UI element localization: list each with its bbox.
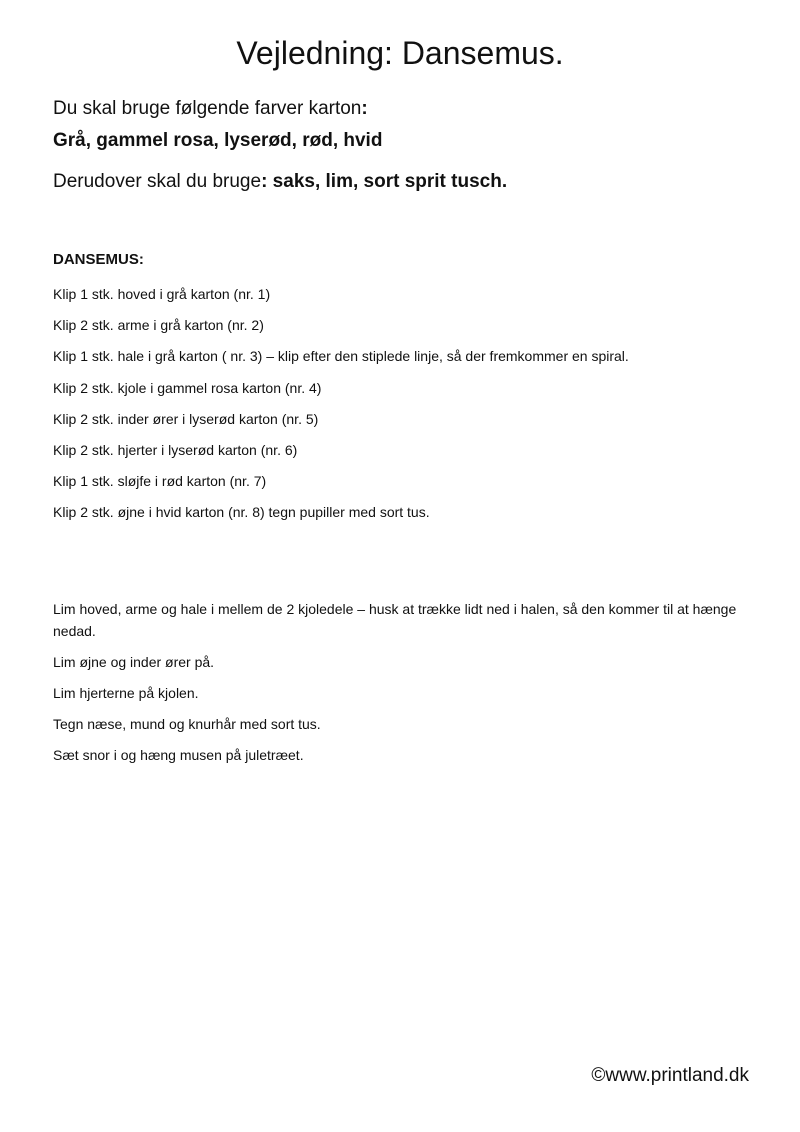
assembly-steps-list [53, 598, 743, 775]
materials-tools-list: : saks, lim, sort sprit tusch. [261, 171, 508, 192]
assembly-step: Lim øjne og inder ører på. [53, 654, 215, 670]
materials-colors-label: Du skal bruge følgende farver karton [53, 98, 362, 119]
copyright-footer: ©www.printland.dk [591, 1065, 749, 1086]
cutting-step: Klip 1 stk. hale i grå karton ( nr. 3) – klip efter den stiplede linje, så der fremkommer en spiral. [53, 348, 629, 365]
assembly-step: Tegn næse, mund og knurhår med sort tus. [53, 716, 321, 732]
cutting-step: Klip 1 stk. sløjfe i rød karton (nr. 7) [53, 473, 267, 490]
cutting-step: Klip 2 stk. øjne i hvid karton (nr. 8) tegn pupiller med sort tus. [53, 504, 430, 521]
cutting-step: Klip 2 stk. kjole i gammel rosa karton (nr. 4) [53, 379, 322, 396]
assembly-step: Lim hoved, arme og hale i mellem de 2 kjoledele – husk at trække lidt ned i halen, så den kommer til at hænge nedad. [53, 601, 737, 639]
cutting-step: Klip 2 stk. arme i grå karton (nr. 2) [53, 317, 264, 334]
cutting-step: Klip 2 stk. inder ører i lyserød karton (nr. 5) [53, 410, 319, 427]
assembly-step: Lim hjerterne på kjolen. [53, 685, 199, 701]
page-title: Vejledning: Dansemus. [236, 35, 564, 71]
assembly-step: Sæt snor i og hæng musen på juletræet. [53, 747, 304, 763]
cutting-steps-list [53, 284, 753, 534]
materials-colors-list: Grå, gammel rosa, lyserød, rød, hvid [53, 130, 383, 151]
section-heading: DANSEMUS: [53, 251, 144, 268]
cutting-step: Klip 1 stk. hoved i grå karton (nr. 1) [53, 286, 271, 302]
cutting-step: Klip 2 stk. hjerter i lyserød karton (nr. 6) [53, 441, 298, 458]
materials-colors-colon: : [361, 98, 368, 119]
materials-colors-intro [53, 96, 753, 122]
materials-tools [53, 169, 753, 195]
materials-tools-label: Derudover skal du bruge [53, 171, 262, 192]
